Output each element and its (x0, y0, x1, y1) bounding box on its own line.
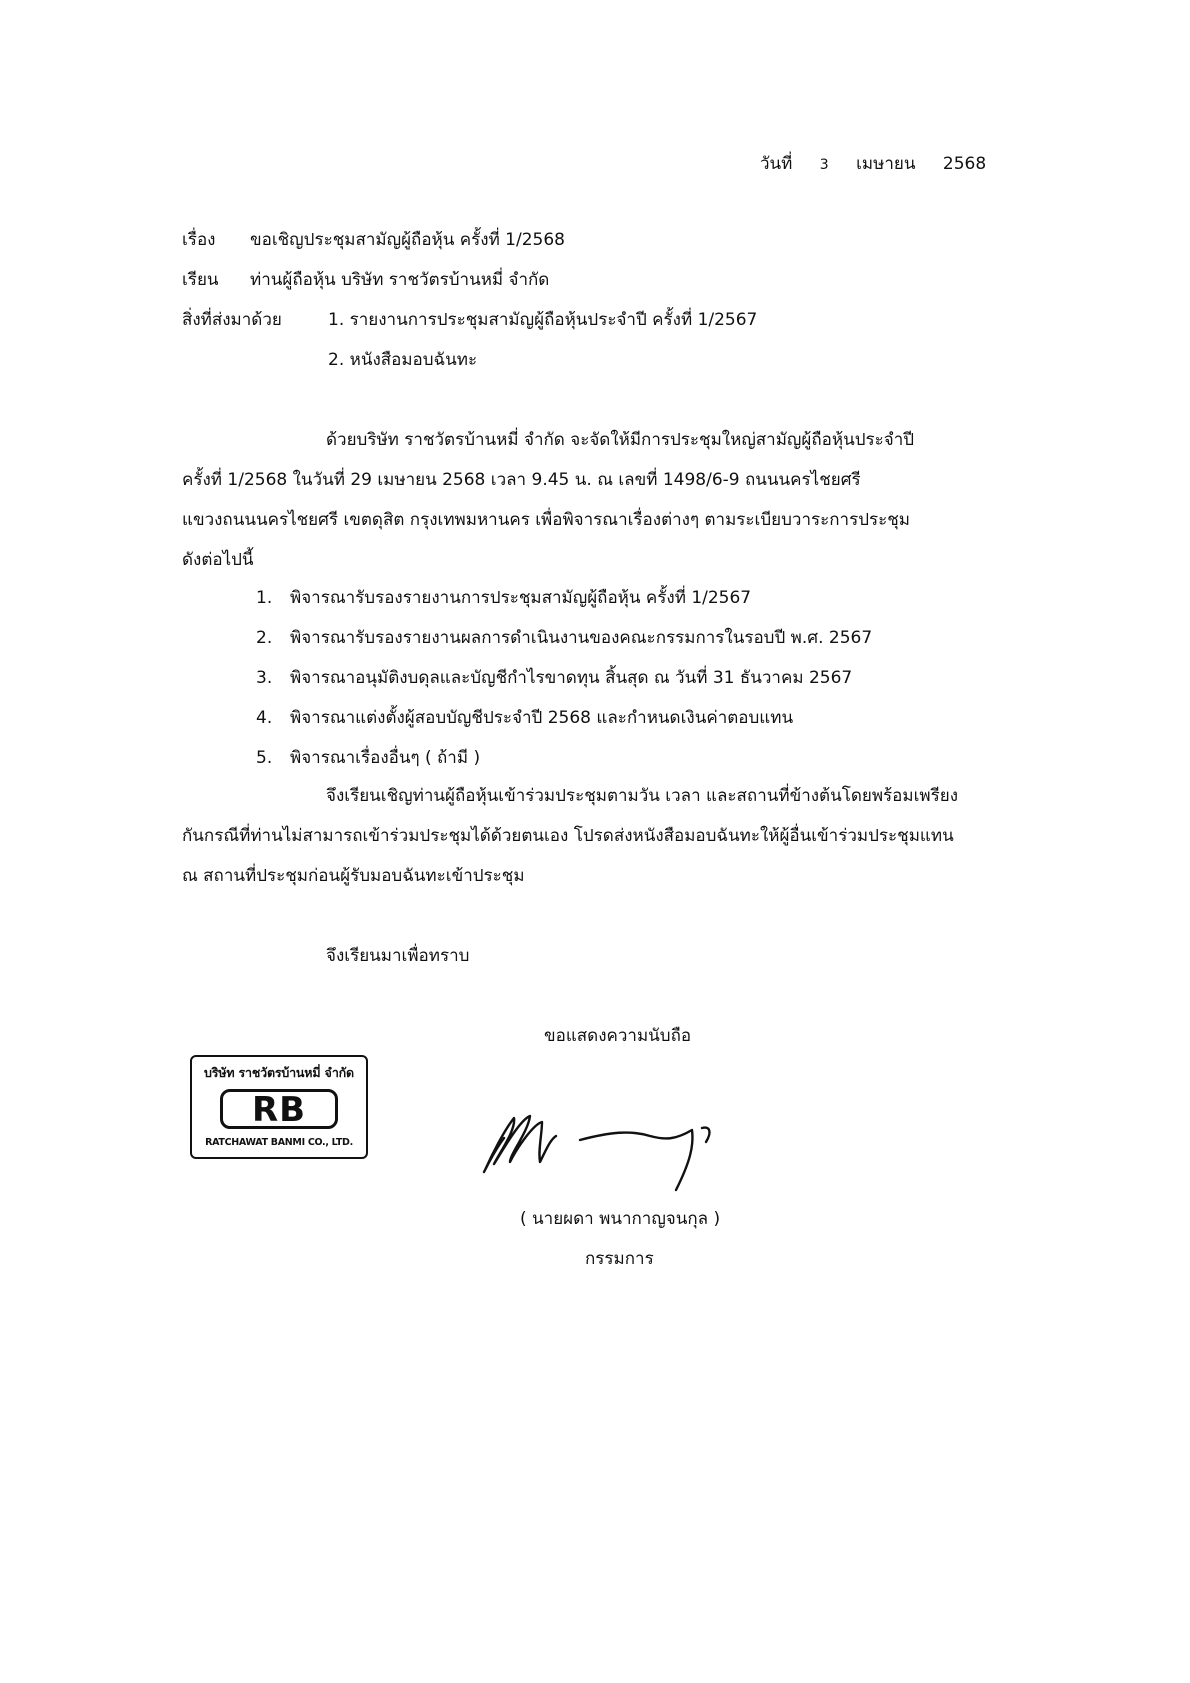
paragraph-line: กันกรณีที่ท่านไม่สามารถเข้าร่วมประชุมได้ด้วยตนเอง โปรดส่งหนังสือมอบฉันทะให้ผู้อื่นเข้าร่วมประชุมแทน (182, 826, 954, 846)
agenda-item (256, 746, 480, 770)
agenda-text: พิจารณารับรองรายงานการประชุมสามัญผู้ถือหุ้น ครั้งที่ 1/2567 (290, 588, 752, 608)
agenda-number: 2. (256, 628, 273, 648)
signature-image (480, 1090, 750, 1200)
date-day: 3 (819, 157, 829, 173)
recipient-label: เรียน (182, 270, 219, 290)
date-label: วันที่ (760, 154, 793, 174)
agenda-number: 4. (256, 708, 273, 728)
enclosure-item: 2. หนังสือมอบฉันทะ (328, 350, 478, 370)
signatory-title: กรรมการ (585, 1249, 654, 1269)
paragraph-line: ณ สถานที่ประชุมก่อนผู้รับมอบฉันทะเข้าประชุม (182, 866, 525, 886)
paragraph-line: ดังต่อไปนี้ (182, 550, 254, 570)
agenda-text: พิจารณารับรองรายงานผลการดำเนินงานของคณะกรรมการในรอบปี พ.ศ. 2567 (290, 628, 873, 648)
agenda-text: พิจารณาแต่งตั้งผู้สอบบัญชีประจำปี 2568 และกำหนดเงินค่าตอบแทน (290, 708, 794, 728)
paragraph-line: จึงเรียนเชิญท่านผู้ถือหุ้นเข้าร่วมประชุมตามวัน เวลา และสถานที่ข้างต้นโดยพร้อมเพรียง (326, 786, 958, 806)
agenda-number: 1. (256, 588, 273, 608)
subject-text: ขอเชิญประชุมสามัญผู้ถือหุ้น ครั้งที่ 1/2568 (250, 230, 565, 250)
agenda-item (256, 586, 751, 610)
rb-logo: RB (220, 1089, 338, 1129)
enclosure-label: สิ่งที่ส่งมาด้วย (182, 310, 282, 330)
letter-date (760, 152, 986, 177)
paragraph-line: ครั้งที่ 1/2568 ในวันที่ 29 เมษายน 2568 เวลา 9.45 น. ณ เลขที่ 1498/6-9 ถนนนครไชยศรี (182, 470, 861, 490)
stamp-company-thai: บริษัท ราชวัตรบ้านหมี่ จำกัด (204, 1065, 354, 1080)
recipient-line (182, 268, 549, 292)
agenda-text: พิจารณาเรื่องอื่นๆ ( ถ้ามี ) (290, 748, 481, 768)
signatory-name: ( นายผดา พนากาญจนกุล ) (520, 1209, 721, 1229)
closing-line: จึงเรียนมาเพื่อทราบ (326, 946, 470, 966)
agenda-item (256, 666, 852, 690)
subject-line (182, 228, 565, 252)
date-year: 2568 (942, 154, 987, 174)
agenda-item (256, 626, 872, 650)
enclosure-item: 1. รายงานการประชุมสามัญผู้ถือหุ้นประจำปี ครั้งที่ 1/2567 (328, 310, 758, 330)
paragraph-line: แขวงถนนนครไชยศรี เขตดุสิต กรุงเทพมหานคร เพื่อพิจารณาเรื่องต่างๆ ตามระเบียบวาระการประชุม (182, 510, 911, 530)
subject-label: เรื่อง (182, 230, 216, 250)
recipient-text: ท่านผู้ถือหุ้น บริษัท ราชวัตรบ้านหมี่ จำกัด (250, 270, 550, 290)
regards-text: ขอแสดงความนับถือ (544, 1026, 692, 1046)
date-month: เมษายน (856, 154, 916, 174)
stamp-company-english: RATCHAWAT BANMI CO., LTD. (205, 1137, 353, 1148)
enclosure-line (182, 308, 757, 332)
agenda-number: 3. (256, 668, 273, 688)
agenda-text: พิจารณาอนุมัติงบดุลและบัญชีกำไรขาดทุน สิ้นสุด ณ วันที่ 31 ธันวาคม 2567 (290, 668, 853, 688)
agenda-number: 5. (256, 748, 273, 768)
paragraph-line: ด้วยบริษัท ราชวัตรบ้านหมี่ จำกัด จะจัดให้มีการประชุมใหญ่สามัญผู้ถือหุ้นประจำปี (326, 430, 915, 450)
agenda-item (256, 706, 793, 730)
company-stamp (190, 1055, 368, 1159)
